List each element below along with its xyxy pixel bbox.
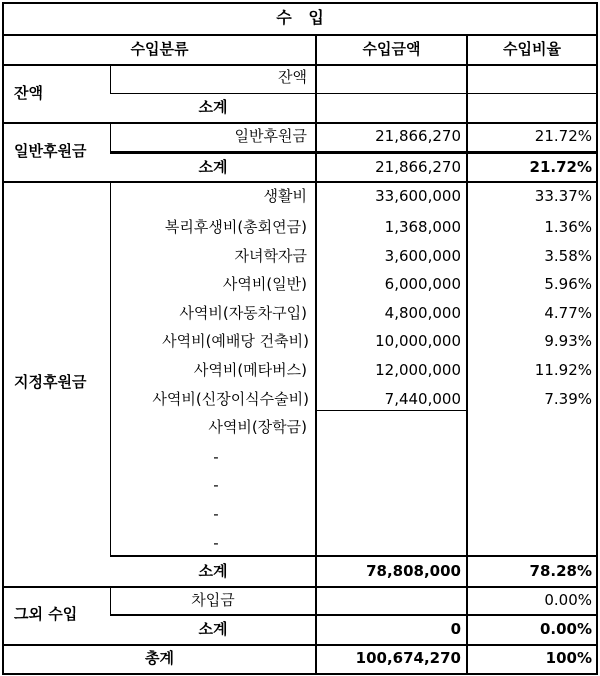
item-amount: 12,000,000	[375, 361, 461, 379]
table-title: 수 입	[276, 8, 324, 27]
item-ratio: 0.00%	[544, 591, 592, 609]
total-label: 총계	[145, 649, 174, 667]
header-category: 수입분류	[130, 40, 189, 58]
item-name: 사역비(자동차구입)	[179, 304, 307, 322]
section-label-general: 일반후원금	[14, 142, 87, 160]
item-name: 사역비(예배당 건축비)	[162, 332, 309, 350]
item-name: 잔액	[278, 68, 307, 86]
item-amount: 1,368,000	[384, 218, 461, 236]
placeholder-dash: -	[213, 534, 219, 552]
item-amount: 10,000,000	[375, 332, 461, 350]
item-ratio: 3.58%	[544, 247, 592, 265]
subtotal-ratio: 0.00%	[539, 620, 592, 638]
item-ratio: 9.93%	[544, 332, 592, 350]
item-name: 자녀학자금	[234, 247, 307, 265]
item-ratio: 33.37%	[534, 187, 592, 205]
header-ratio: 수입비율	[503, 40, 561, 58]
section-divider	[2, 644, 598, 646]
border-top	[2, 2, 598, 4]
cell-border	[315, 410, 468, 411]
item-name: 복리후생비(총회연금)	[164, 218, 307, 236]
subtotal-label: 소계	[198, 98, 228, 116]
item-name: 생활비	[263, 187, 307, 205]
section-label-balance: 잔액	[14, 84, 43, 102]
item-amount: 7,440,000	[384, 390, 461, 408]
border-right	[596, 2, 598, 675]
item-name: 사역비(장학금)	[208, 418, 307, 436]
section-divider	[2, 181, 598, 183]
subtotal-label: 소계	[198, 158, 228, 176]
section-label-designated: 지정후원금	[14, 373, 87, 391]
total-amount: 100,674,270	[355, 649, 461, 667]
section-divider	[2, 122, 598, 124]
placeholder-dash: -	[213, 476, 219, 494]
subtotal-label: 소계	[198, 620, 228, 638]
item-ratio: 11.92%	[534, 361, 592, 379]
item-ratio: 5.96%	[544, 275, 592, 293]
subtotal-amount: 21,866,270	[375, 158, 461, 176]
subtotal-divider	[110, 555, 598, 557]
subtotal-label: 소계	[198, 562, 228, 580]
item-ratio: 7.39%	[544, 390, 592, 408]
item-name: 차입금	[191, 591, 235, 609]
subtotal-divider	[110, 151, 598, 154]
section-divider	[2, 586, 598, 588]
section-label-other: 그외 수입	[14, 605, 78, 623]
border-left	[2, 2, 4, 675]
subtotal-divider	[110, 93, 598, 94]
item-amount: 6,000,000	[384, 275, 461, 293]
subtotal-divider	[110, 614, 598, 616]
border-bottom	[2, 673, 598, 675]
cell-border	[315, 64, 598, 65]
total-ratio: 100%	[545, 649, 592, 667]
item-ratio: 1.36%	[544, 218, 592, 236]
placeholder-dash: -	[213, 505, 219, 523]
title-divider	[2, 34, 598, 36]
item-amount: 4,800,000	[384, 304, 461, 322]
item-ratio: 21.72%	[534, 127, 592, 145]
subtotal-amount: 0	[450, 620, 461, 638]
subtotal-amount: 78,808,000	[366, 562, 461, 580]
item-name: 사역비(메타버스)	[193, 361, 307, 379]
item-amount: 3,600,000	[384, 247, 461, 265]
item-name: 사역비(신장이식수술비)	[152, 390, 309, 408]
item-amount: 21,866,270	[375, 127, 461, 145]
subtotal-ratio: 21.72%	[529, 158, 592, 176]
header-amount: 수입금액	[362, 40, 421, 58]
item-name: 사역비(일반)	[222, 275, 307, 293]
item-ratio: 4.77%	[544, 304, 592, 322]
item-amount: 33,600,000	[375, 187, 461, 205]
item-name: 일반후원금	[234, 127, 307, 145]
placeholder-dash: -	[213, 448, 219, 466]
subtotal-ratio: 78.28%	[529, 562, 592, 580]
